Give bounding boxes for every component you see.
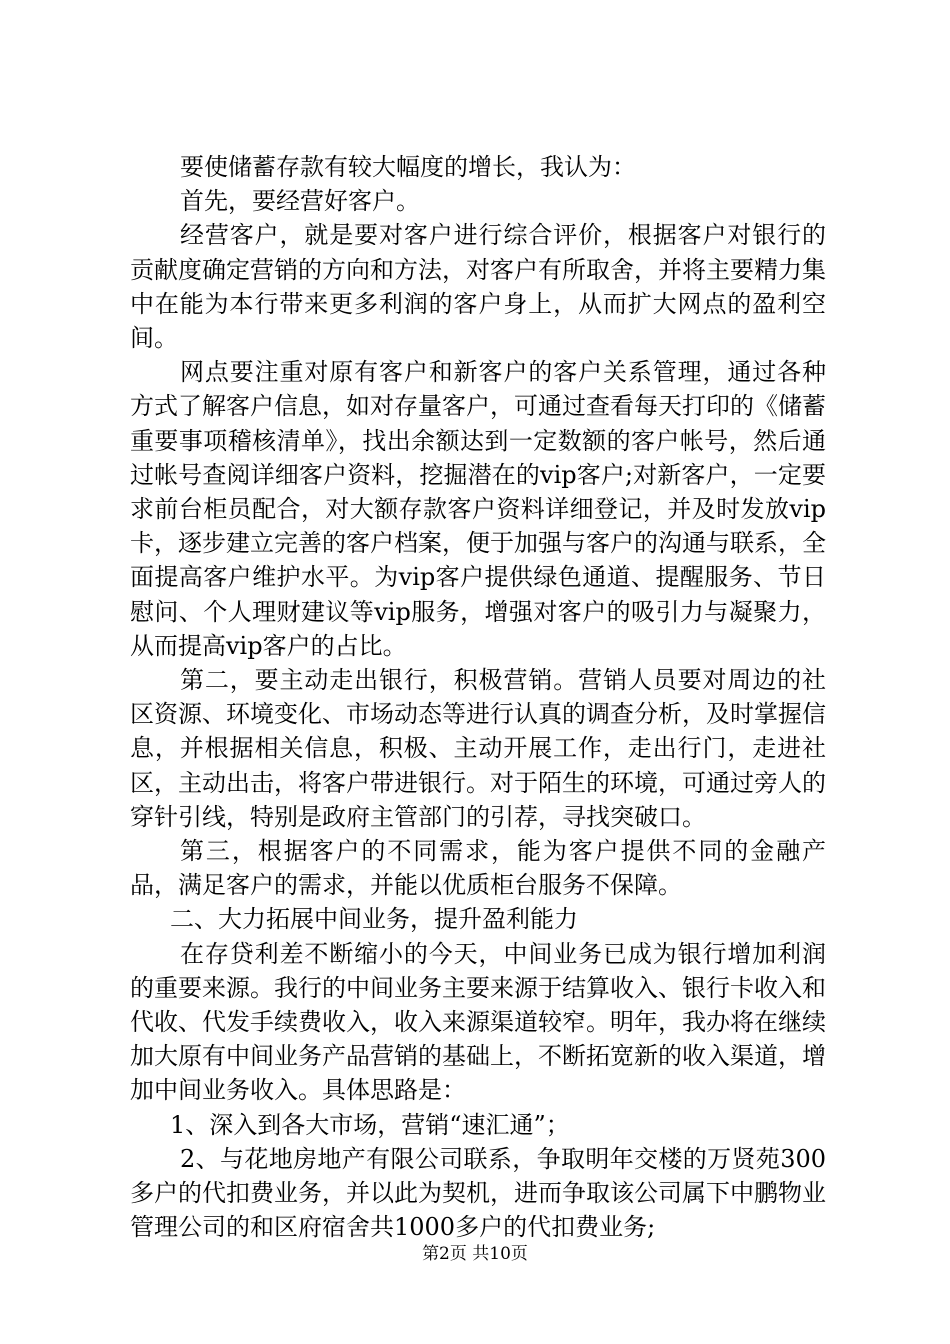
paragraph: 在存贷利差不断缩小的今天，中间业务已成为银行增加利润的重要来源。我行的中间业务主要来源于结算收入、银行卡收入和代收、代发手续费收入，收入来源渠道较窄。明年，我办将在继续加大原有中间业务产品营销的基础上，不断拓宽新的收入渠道，增加中间业务收入。具体思路是： bbox=[130, 939, 826, 1105]
paragraph: 第三，根据客户的不同需求，能为客户提供不同的金融产品，满足客户的需求，并能以优质柜台服务不保障。 bbox=[130, 837, 826, 900]
paragraph: 要使储蓄存款有较大幅度的增长，我认为： bbox=[180, 153, 636, 181]
paragraph: 第二，要主动走出银行，积极营销。营销人员要对周边的社区资源、环境变化、市场动态等进行认真的调查分析，及时掌握信息，并根据相关信息，积极、主动开展工作，走出行门，走进社区，主动出击，将客户带进银行。对于陌生的环境，可通过旁人的穿针引线，特别是政府主管部门的引荐，寻找突破口。 bbox=[130, 666, 826, 831]
list-item: 2、与花地房地产有限公司联系，争取明年交楼的万贤苑300多户的代扣费业务，并以此为契机，进而争取该公司属下中鹏物业管理公司的和区府宿舍共1000多户的代扣费业务; bbox=[130, 1144, 826, 1242]
paragraph: 网点要注重对原有客户和新客户的客户关系管理，通过各种方式了解客户信息，如对存量客户，可通过查看每天打印的《储蓄重要事项稽核清单》，找出余额达到一定数额的客户帐号，然后通过帐号查阅详细客户资料，挖掘潜在的vip客户;对新客户，一定要求前台柜员配合，对大额存款客户资料详细登记，并及时发放vip卡，逐步建立完善的客户档案，便于加强与客户的沟通与联系，全面提高客户维护水平。为vip客户提供绿色通道、提醒服务、节日慰问、个人理财建议等vip服务，增强对客户的吸引力与凝聚力，从而提高vip客户的占比。 bbox=[130, 358, 826, 660]
list-item: 1、深入到各大市场，营销“速汇通”； bbox=[170, 1110, 570, 1139]
section-heading: 二、大力拓展中间业务，提升盈利能力 bbox=[170, 905, 578, 934]
page-footer bbox=[0, 1243, 950, 1265]
paragraph: 经营客户，就是要对客户进行综合评价，根据客户对银行的贡献度确定营销的方向和方法，对客户有所取舍，并将主要精力集中在能为本行带来更多利润的客户身上，从而扩大网点的盈利空间。 bbox=[130, 221, 826, 353]
page-number: 第2页 共10页 bbox=[422, 1244, 528, 1264]
paragraph: 首先，要经营好客户。 bbox=[180, 187, 420, 216]
document-body bbox=[130, 150, 826, 1245]
